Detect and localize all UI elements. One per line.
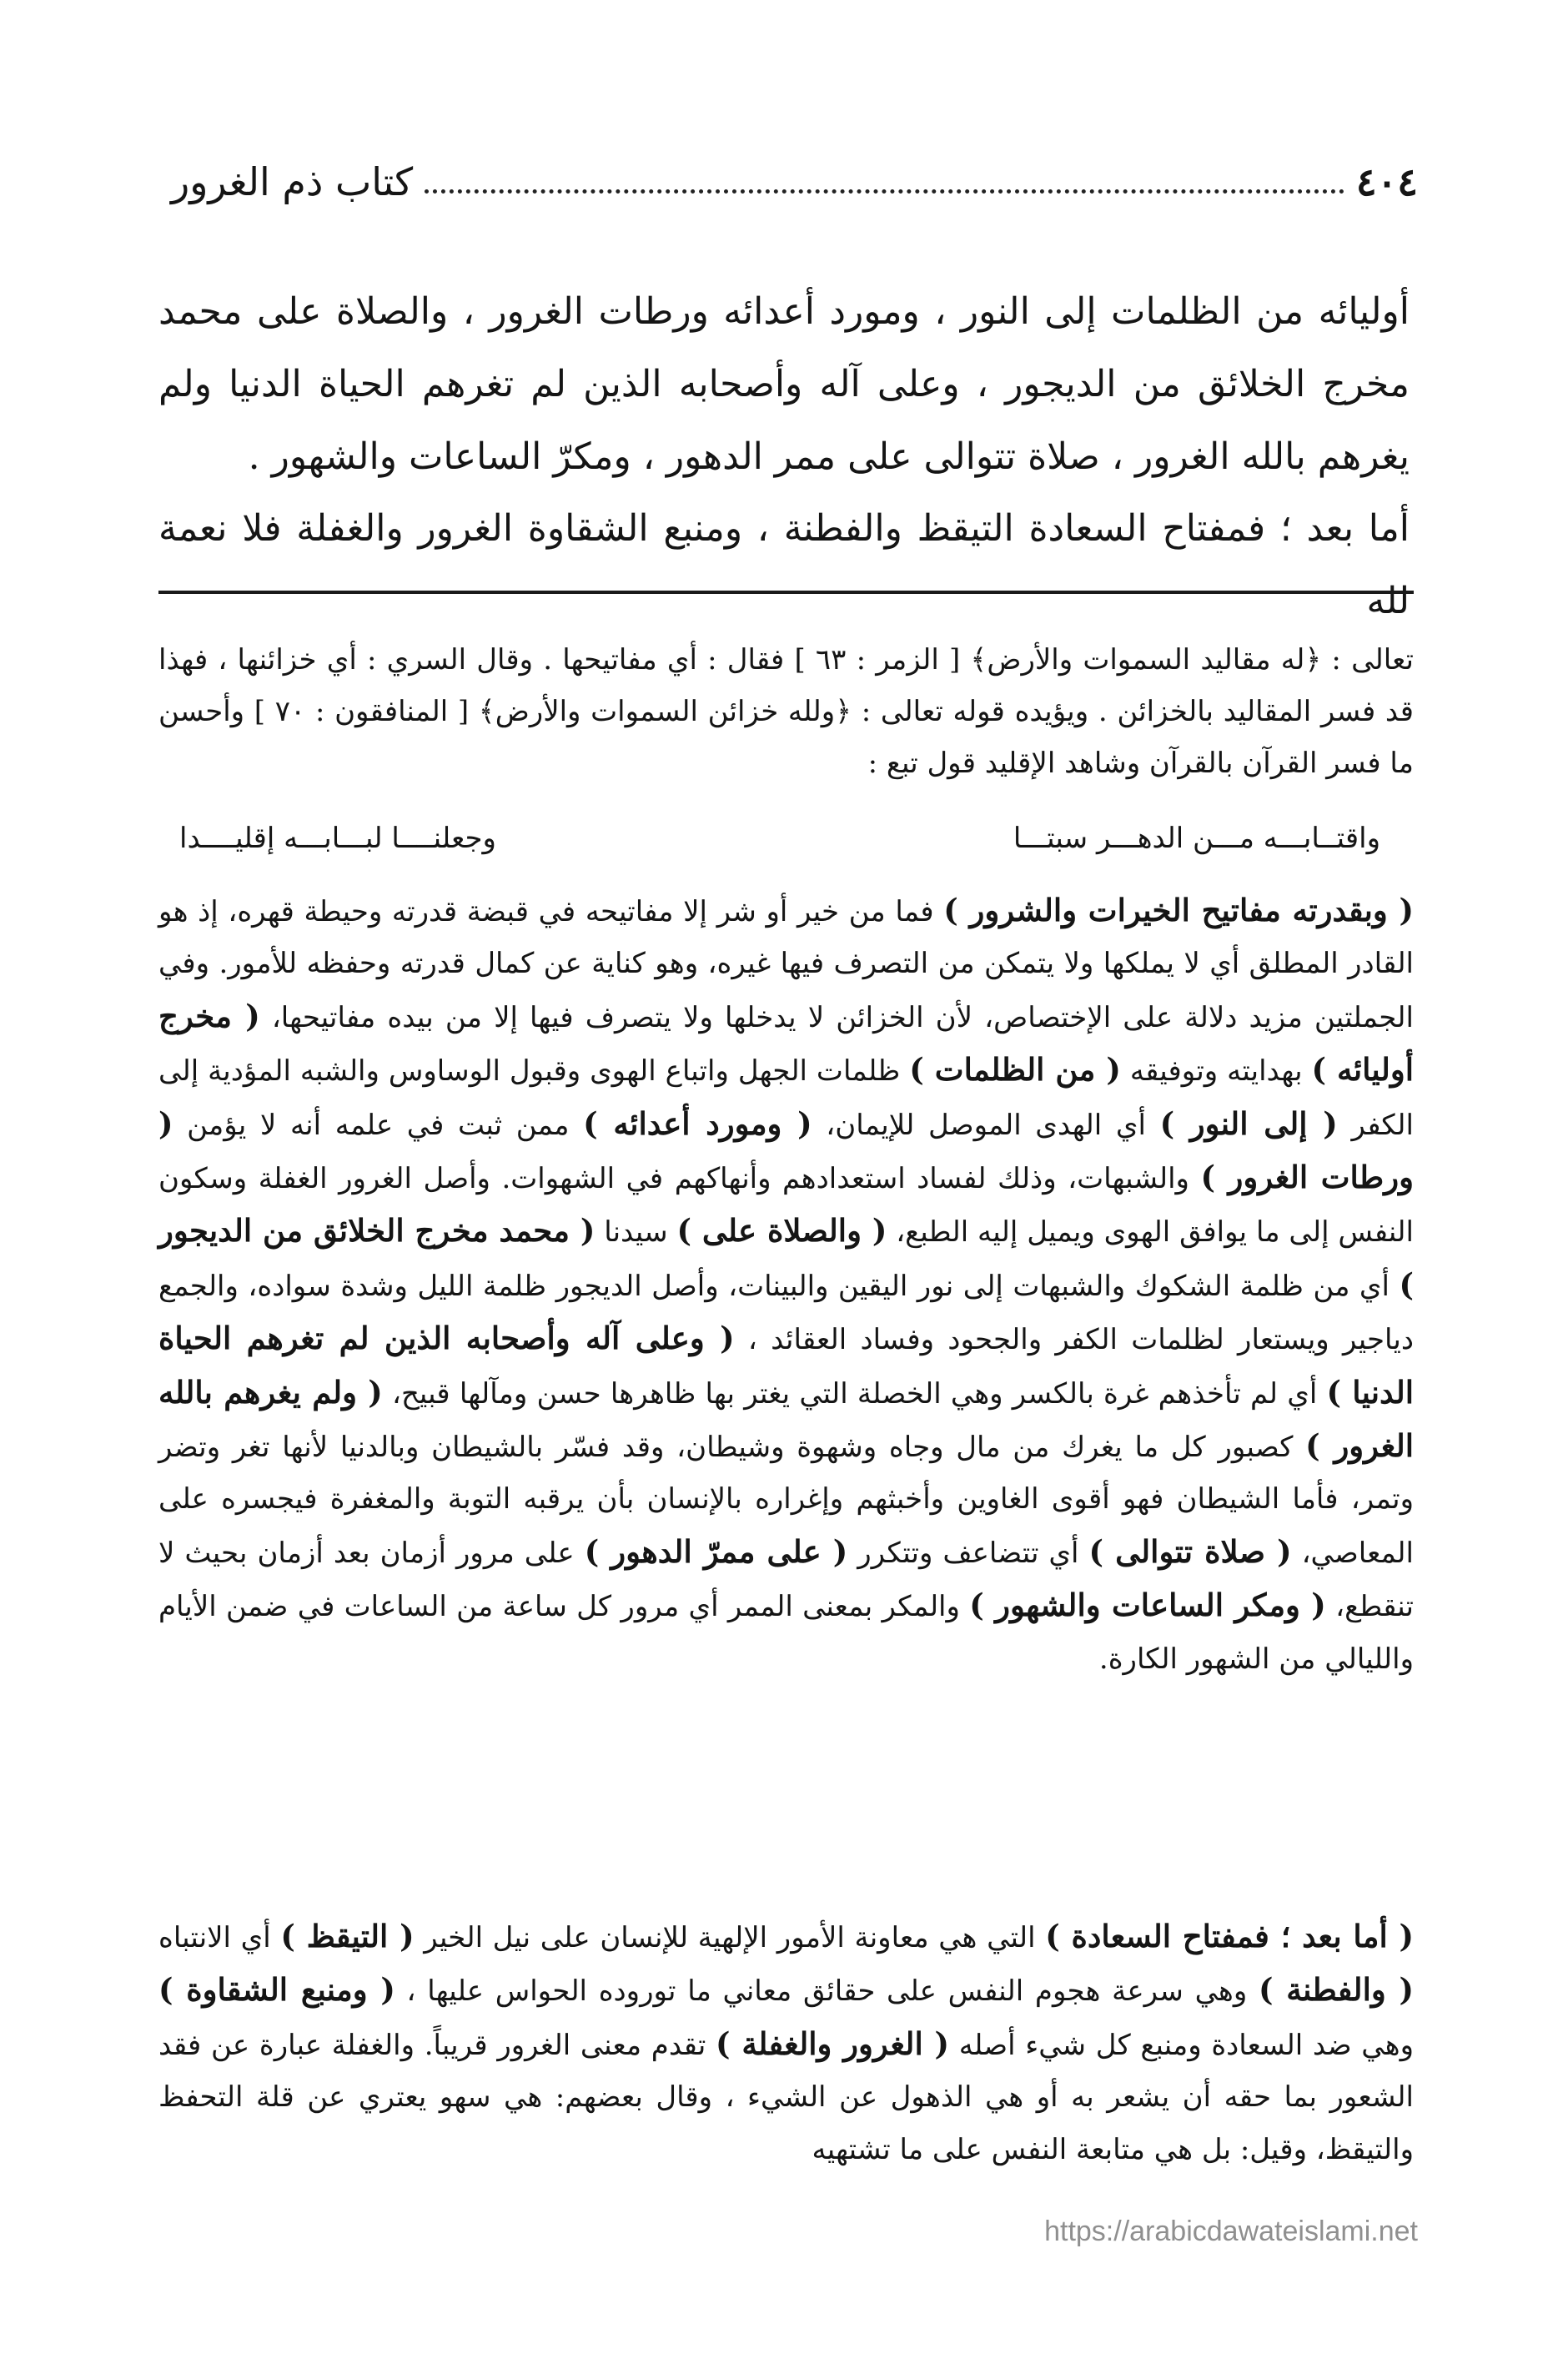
commentary-quoted-phrase: ( محمد مخرج الخلائق من الديجور )	[158, 1212, 1414, 1303]
commentary-text: فما من خير أو شر إلا مفاتيحه في قبضة قدرته وحيطة قهره، إذ هو القادر المطلق أي لا يملكها ولا يتمكن من التصرف فيها غيره، وهو كناية عن كمال قدرته وحفظه للأمور. وفي الجملتين مزيد دلالة على الإختصاص، لأن الخزائن لا يدخلها ولا يتصرف فيها إلا من بيده مفاتيحها،	[158, 895, 1414, 1034]
commentary-quoted-phrase: ( صلاة تتوالى )	[1088, 1532, 1292, 1570]
commentary-quoted-phrase: ( على ممرّ الدهور )	[584, 1532, 848, 1570]
commentary-quoted-phrase: ( مخرج أوليائه )	[158, 997, 1414, 1089]
commentary-paragraph	[158, 884, 1414, 1685]
commentary-paragraph	[158, 1910, 1414, 2175]
commentary-text: أي الانتباه	[158, 1921, 281, 1954]
watermark-url: https://arabicdawateislami.net	[1044, 2216, 1418, 2247]
commentary-quoted-phrase: ( وعلى آله وأصحابه الذين لم تغرهم الحياة الدنيا )	[158, 1320, 1415, 1411]
commentary-text: سيدنا	[595, 1215, 677, 1250]
page-header	[171, 148, 1418, 207]
commentary-text: أي تتضاعف وتتكرر	[847, 1536, 1089, 1570]
commentary-text: بهدايته وتوفيقه	[1120, 1054, 1312, 1089]
commentary-text: ممن ثبت في علمه أنه لا يؤمن	[173, 1108, 584, 1142]
poem-verse	[179, 813, 1380, 863]
commentary-quoted-phrase: ( والصلاة على )	[676, 1212, 887, 1250]
commentary-text: أي الهدى الموصل للإيمان،	[812, 1108, 1160, 1142]
commentary-quoted-phrase: ( إلى النور )	[1159, 1104, 1338, 1142]
commentary-text: وهي سرعة هجوم النفس على حقائق معاني ما توروده الحواس عليها ،	[395, 1974, 1259, 2009]
commentary-text: كصبور كل ما يغرك من مال وجاه وشهوة وشيطان، وقد فسّر بالشيطان وبالدنيا لأنها تغر وتضر وتمر، فأما الشيطان فهو أقوى الغاوين وأخبثهم وإغراره بالإنسان بأن يرقبه التوبة والمغفرة فيجسره على المعاصي،	[158, 1431, 1414, 1570]
commentary-text: وهي ضد السعادة ومنبع كل شيء أصله	[949, 2028, 1414, 2062]
commentary-quoted-phrase: ( أما بعد ؛ فمفتاح السعادة )	[1045, 1918, 1414, 1954]
commentary-quoted-phrase: ( ورطات الغرور )	[158, 1104, 1414, 1196]
book-title: كتاب ذم الغرور	[171, 159, 414, 204]
footnote-paragraph: تعالى : ﴿له مقاليد السموات والأرض﴾ [ الزمر : ٦٣ ] فقال : أي مفاتيحها . وقال السري : أي خزائنها ، فهذا قد فسر المقاليد بالخزائن . ويؤيده قوله تعالى : ﴿ولله خزائن السموات والأرض﴾ [ المنافقون : ٧٠ ] وأحسن ما فسر القرآن بالقرآن وشاهد الإقليد قول تبع :	[158, 643, 1414, 780]
commentary-text: أي لم تأخذهم غرة بالكسر وهي الخصلة التي يغتر بها ظاهرها حسن ومآلها قبيح،	[382, 1376, 1327, 1411]
poem-hemistich-right: واقتــابـــه مـــن الدهـــر سبتـــا	[1013, 822, 1380, 855]
commentary-text: ظلمات الجهل واتباع الهوى وقبول الوساوس والشبه المؤدية إلى الكفر	[158, 1054, 1414, 1142]
commentary-text: تقدم معنى الغرور قريباً. والغفلة عبارة عن فقد الشعور بما حقه أن يشعر به أو هي الذهول عن الشيء ، وقال بعضهم: هي سهو يعتري عن قلة التحفظ والتيقظ، وقيل: بل هي متابعة النفس على ما تشتهيه	[158, 2028, 1414, 2166]
commentary-text: التي هي معاونة الأمور الإلهية للإنسان على نيل الخير	[414, 1921, 1046, 1954]
commentary-quoted-phrase: ( ومنبع الشقاوة )	[158, 1971, 395, 2009]
commentary-quoted-phrase: ( ومورد أعدائه )	[583, 1104, 812, 1142]
main-text-paragraph: أوليائه من الظلمات إلى النور ، ومورد أعدائه ورطات الغرور ، والصلاة على محمد مخرج الخلائق من الديجور ، وعلى آله وأصحابه الذين لم تغرهم الحياة الدنيا ولم يغرهم بالله الغرور ، صلاة تتوالى على ممر الدهور ، ومكرّ الساعات والشهور .	[158, 290, 1410, 478]
commentary-text: على مرور أزمان بعد أزمان بحيث لا تنقطع،	[158, 1536, 1414, 1624]
commentary-text: والمكر بمعنى الممر أي مرور كل ساعة من الساعات في ضمن الأيام والليالي من الشهور الكارة.	[158, 1590, 1414, 1676]
poem-hemistich-left: وجعلنــــا لبـــابـــه إقليــــدا	[179, 822, 496, 855]
commentary-quoted-phrase: ( ومكر الساعات والشهور )	[969, 1587, 1326, 1624]
commentary-quoted-phrase: ( ولم يغرهم بالله الغرور )	[158, 1373, 1414, 1465]
commentary-quoted-phrase: ( من الظلمات )	[909, 1051, 1121, 1089]
commentary-quoted-phrase: ( الغرور والغفلة )	[716, 2024, 950, 2062]
main-text-paragraph: أما بعد ؛ فمفتاح السعادة التيقظ والفطنة ، ومنبع الشقاوة الغرور والغفلة فلا نعمة لله	[158, 507, 1410, 622]
commentary-text: أي من ظلمة الشكوك والشبهات إلى نور اليقين والبينات، وأصل الديجور ظلمة الليل وشدة سواده، والجمع دياجير ويستعار لظلمات الكفر والجحود وفساد العقائد ،	[158, 1269, 1414, 1357]
header-dot-leader	[425, 189, 1344, 194]
commentary-quoted-phrase: ( التيقظ )	[280, 1918, 415, 1954]
page-number: ٤٠٤	[1355, 159, 1418, 204]
commentary-text: والشبهات، وذلك لفساد استعدادهم وأنهاكهم في الشهوات. وأصل الغرور الغفلة وسكون النفس إلى ما يوافق الهوى ويميل إليه الطبع،	[158, 1162, 1414, 1250]
footnote-separator-rule	[158, 591, 1414, 594]
commentary-quoted-phrase: ( وبقدرته مفاتيح الخيرات والشرور )	[943, 892, 1414, 928]
commentary-quoted-phrase: ( والفطنة )	[1258, 1971, 1414, 2009]
